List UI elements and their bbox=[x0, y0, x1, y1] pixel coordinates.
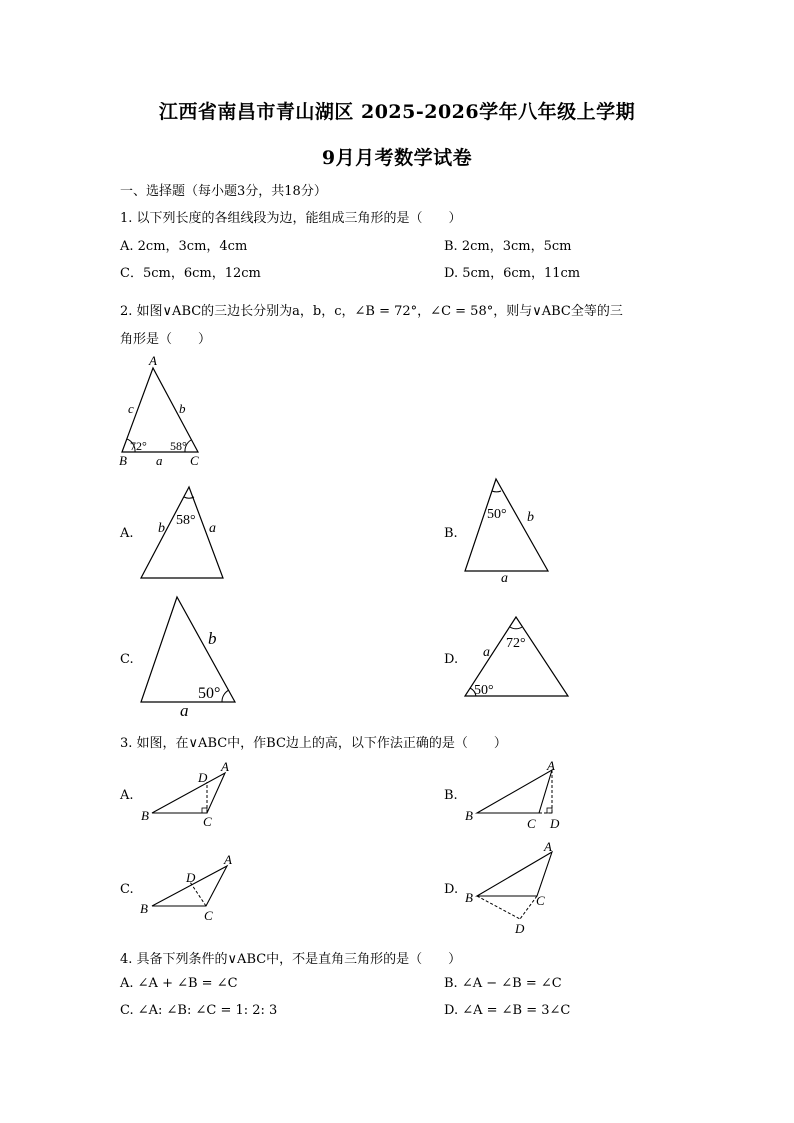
q2-option-a-label: A. bbox=[120, 526, 134, 541]
section-heading: 一、选择题（每小题3分，共18分） bbox=[120, 184, 327, 199]
figure-label: A bbox=[221, 759, 229, 774]
page-title-line1: 江西省南昌市青山湖区 2025-2026学年八年级上学期 bbox=[158, 101, 636, 123]
figure-label: C bbox=[536, 893, 545, 908]
angle-label-c: 58° bbox=[170, 439, 187, 453]
q2-stem-line1: 2. 如图∨ABC的三边长分别为a，b，c，∠B = 72°，∠C = 58°，则与∨ABC全等的三 bbox=[120, 304, 623, 319]
figure-label: C bbox=[203, 814, 212, 829]
q3-stem: 3. 如图，在∨ABC中，作BC边上的高，以下作法正确的是（ ） bbox=[120, 736, 507, 751]
figure-label: D bbox=[550, 816, 560, 831]
figure-line bbox=[520, 896, 537, 919]
q3-option-c-label: C. bbox=[120, 882, 134, 897]
q2-option-b-angle: 50° bbox=[487, 507, 507, 522]
figure-line bbox=[477, 896, 520, 919]
q2-option-c-label: C. bbox=[120, 652, 134, 667]
q2-option-b-side-a: a bbox=[501, 571, 508, 586]
q2-option-d-side-a: a bbox=[483, 645, 490, 660]
q1-option-d: D. 5cm，6cm，11cm bbox=[444, 266, 581, 281]
q4-stem: 4. 具备下列条件的∨ABC中，不是直角三角形的是（ ） bbox=[120, 952, 462, 967]
q2-option-a-angle: 58° bbox=[176, 513, 196, 528]
side-label-a: a bbox=[156, 453, 163, 468]
q2-option-c-side-b: b bbox=[208, 629, 217, 648]
q2-option-d-label: D. bbox=[444, 652, 459, 667]
q2-option-c-side-a: a bbox=[180, 701, 189, 720]
q4-option-a: A. ∠A + ∠B = ∠C bbox=[120, 976, 238, 991]
q3-option-d-triangle bbox=[477, 852, 552, 896]
right-angle-mark bbox=[202, 808, 207, 813]
figure-label: C bbox=[527, 816, 536, 831]
q4-option-b: B. ∠A − ∠B = ∠C bbox=[444, 976, 562, 991]
q2-option-b-label: B. bbox=[444, 526, 458, 541]
right-angle-mark bbox=[547, 808, 552, 813]
figure-line bbox=[190, 882, 206, 906]
figure-label: D bbox=[186, 870, 196, 885]
vertex-label-c: C bbox=[190, 453, 199, 468]
q2-option-a-side-b: b bbox=[158, 521, 165, 536]
page-title-line2: 9月月考数学试卷 bbox=[321, 147, 473, 169]
vertex-label-a: A bbox=[149, 353, 157, 368]
q1-option-b: B. 2cm，3cm，5cm bbox=[444, 239, 572, 254]
q2-option-d-angle-base: 50° bbox=[474, 683, 494, 698]
angle-label-b: 72° bbox=[130, 439, 147, 453]
figure-label: A bbox=[224, 852, 232, 867]
figure-label: A bbox=[547, 758, 555, 773]
figure-label: C bbox=[204, 908, 213, 923]
q3-option-b-triangle bbox=[477, 770, 552, 813]
q1-option-a: A. 2cm，3cm，4cm bbox=[120, 239, 248, 254]
figure-label: D bbox=[198, 770, 208, 785]
figure-label: B bbox=[140, 901, 148, 916]
q2-option-b-side-b: b bbox=[527, 510, 534, 525]
side-label-b: b bbox=[179, 401, 186, 416]
vertex-label-b: B bbox=[119, 453, 127, 468]
q3-option-a-label: A. bbox=[120, 788, 134, 803]
q1-option-c: C．5cm，6cm，12cm bbox=[120, 266, 261, 281]
q1-stem: 1. 以下列长度的各组线段为边，能组成三角形的是（ ） bbox=[120, 211, 462, 226]
q4-option-c: C. ∠A: ∠B: ∠C = 1: 2: 3 bbox=[120, 1003, 278, 1018]
q3-option-b-label: B. bbox=[444, 788, 458, 803]
q2-option-d-angle-top: 72° bbox=[506, 636, 526, 651]
q3-option-d-label: D. bbox=[444, 882, 459, 897]
figure-label: A bbox=[544, 839, 552, 854]
q4-option-d: D. ∠A = ∠B = 3∠C bbox=[444, 1003, 571, 1018]
q3-option-a-triangle bbox=[152, 773, 225, 813]
q2-stem-line2: 角形是（ ） bbox=[120, 332, 212, 347]
figure-label: D bbox=[515, 921, 525, 936]
figure-label: B bbox=[465, 890, 473, 905]
side-label-c: c bbox=[128, 401, 134, 416]
q2-option-c-angle: 50° bbox=[198, 685, 221, 702]
figure-label: B bbox=[465, 808, 473, 823]
q2-option-a-side-a: a bbox=[209, 521, 216, 536]
figure-label: B bbox=[141, 808, 149, 823]
